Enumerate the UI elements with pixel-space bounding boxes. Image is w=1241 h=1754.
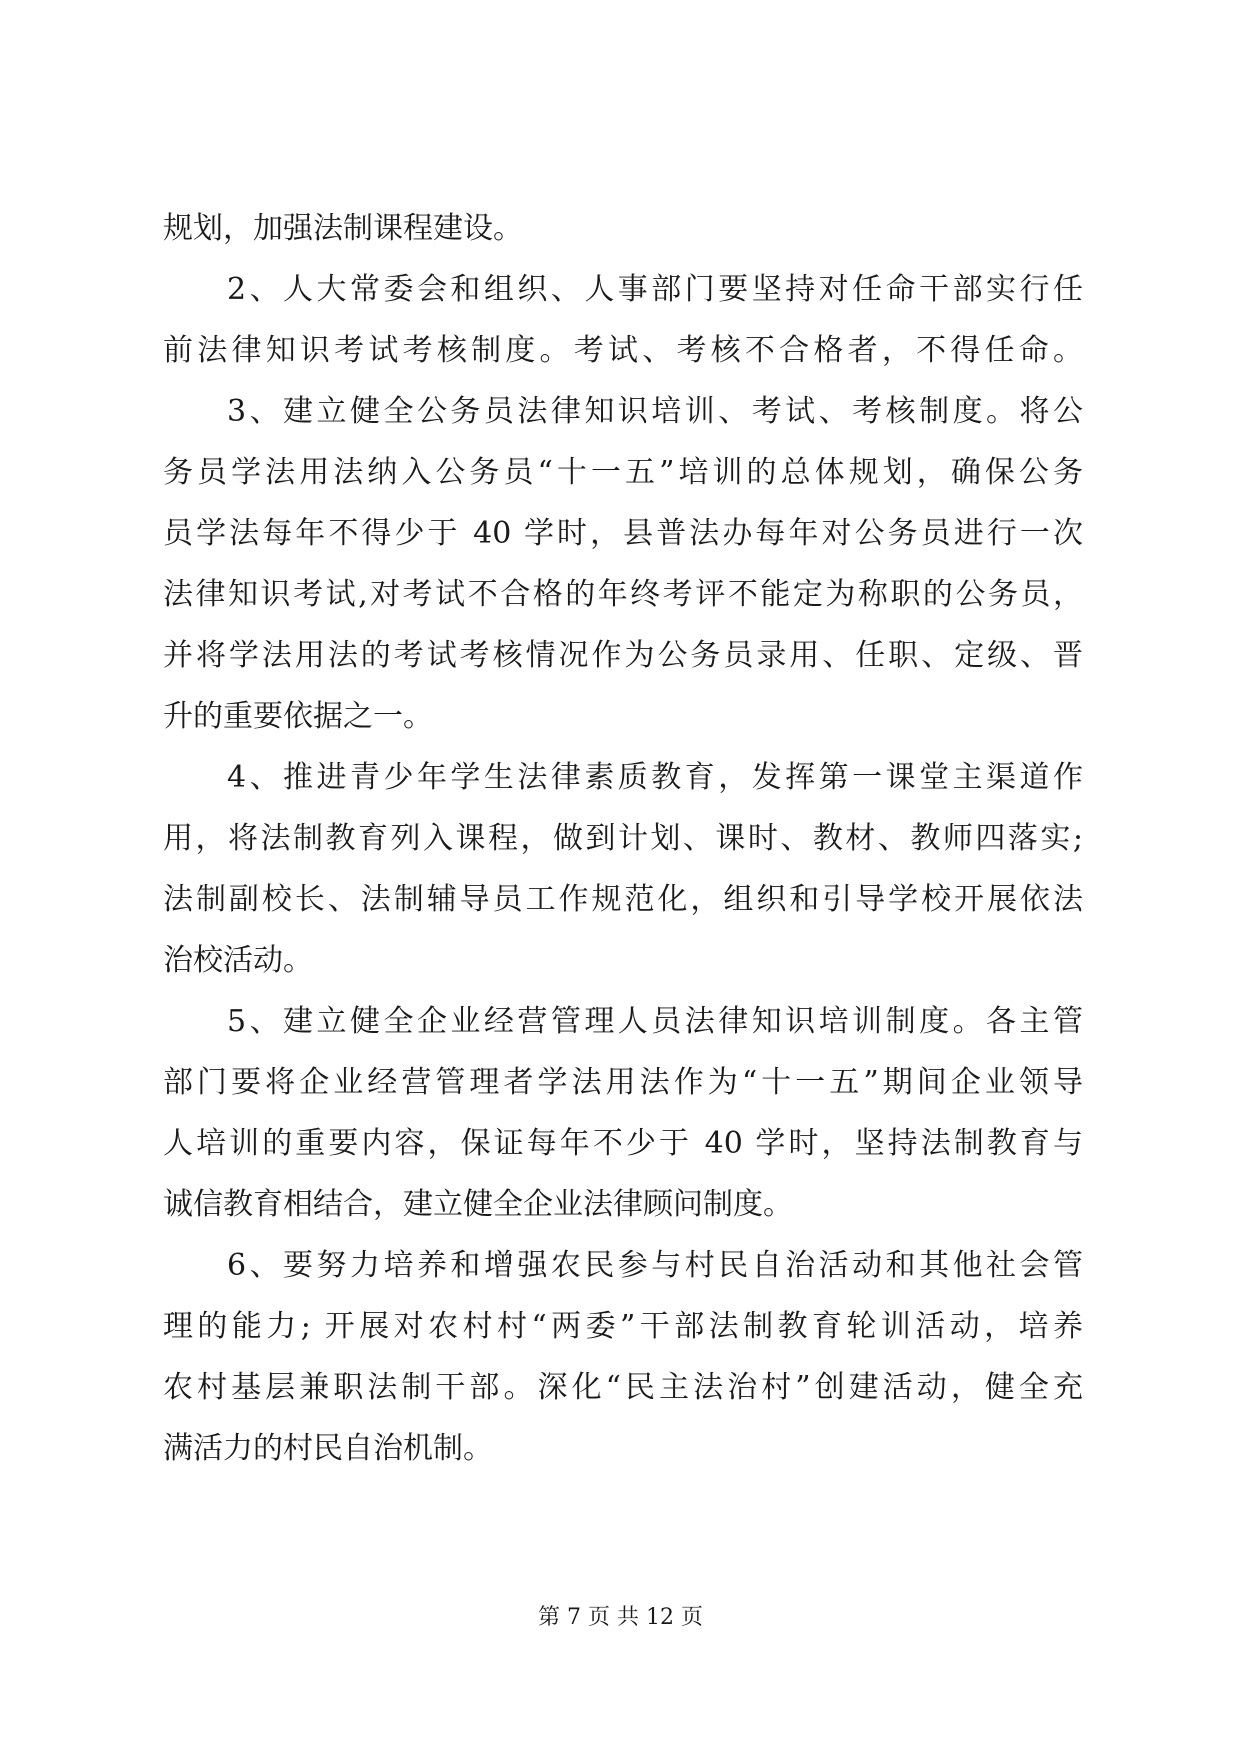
text-line: 2、人大常委会和组织、人事部门要坚持对任命干部实行任 bbox=[227, 272, 1083, 307]
text-line: 法律知识考试,对考试不合格的年终考评不能定为称职的公务员， bbox=[163, 577, 1083, 612]
text-line: 务员学法用法纳入公务员“十一五”培训的总体规划，确保公务 bbox=[163, 455, 1083, 490]
text-line: 用，将法制教育列入课程，做到计划、课时、教材、教师四落实; bbox=[163, 821, 1083, 856]
text-line: 6、要努力培养和增强农民参与村民自治活动和其他社会管 bbox=[227, 1248, 1083, 1283]
text-line: 治校活动。 bbox=[163, 943, 313, 978]
text-line: 诚信教育相结合，建立健全企业法律顾问制度。 bbox=[163, 1187, 793, 1222]
text-line: 升的重要依据之一。 bbox=[163, 699, 433, 734]
text-line: 前法律知识考试考核制度。考试、考核不合格者，不得任命。 bbox=[163, 333, 1083, 368]
text-line: 员学法每年不得少于 40 学时，县普法办每年对公务员进行一次 bbox=[163, 516, 1083, 551]
text-line: 部门要将企业经营管理者学法用法作为“十一五”期间企业领导 bbox=[163, 1065, 1083, 1100]
text-line: 5、建立健全企业经营管理人员法律知识培训制度。各主管 bbox=[227, 1004, 1083, 1039]
text-line: 理的能力; 开展对农村村“两委”干部法制教育轮训活动，培养 bbox=[163, 1309, 1083, 1344]
text-line: 并将学法用法的考试考核情况作为公务员录用、任职、定级、晋 bbox=[163, 638, 1083, 673]
text-line: 满活力的村民自治机制。 bbox=[163, 1431, 493, 1466]
text-line: 人培训的重要内容，保证每年不少于 40 学时，坚持法制教育与 bbox=[163, 1126, 1083, 1161]
text-line: 3、建立健全公务员法律知识培训、考试、考核制度。将公 bbox=[227, 394, 1083, 429]
text-line: 4、推进青少年学生法律素质教育，发挥第一课堂主渠道作 bbox=[227, 760, 1083, 795]
page-number-footer: 第 7 页 共 12 页 bbox=[538, 1605, 703, 1630]
text-line: 法制副校长、法制辅导员工作规范化，组织和引导学校开展依法 bbox=[163, 882, 1083, 917]
text-line: 规划，加强法制课程建设。 bbox=[163, 211, 523, 246]
text-line: 农村基层兼职法制干部。深化“民主法治村”创建活动，健全充 bbox=[163, 1370, 1083, 1405]
